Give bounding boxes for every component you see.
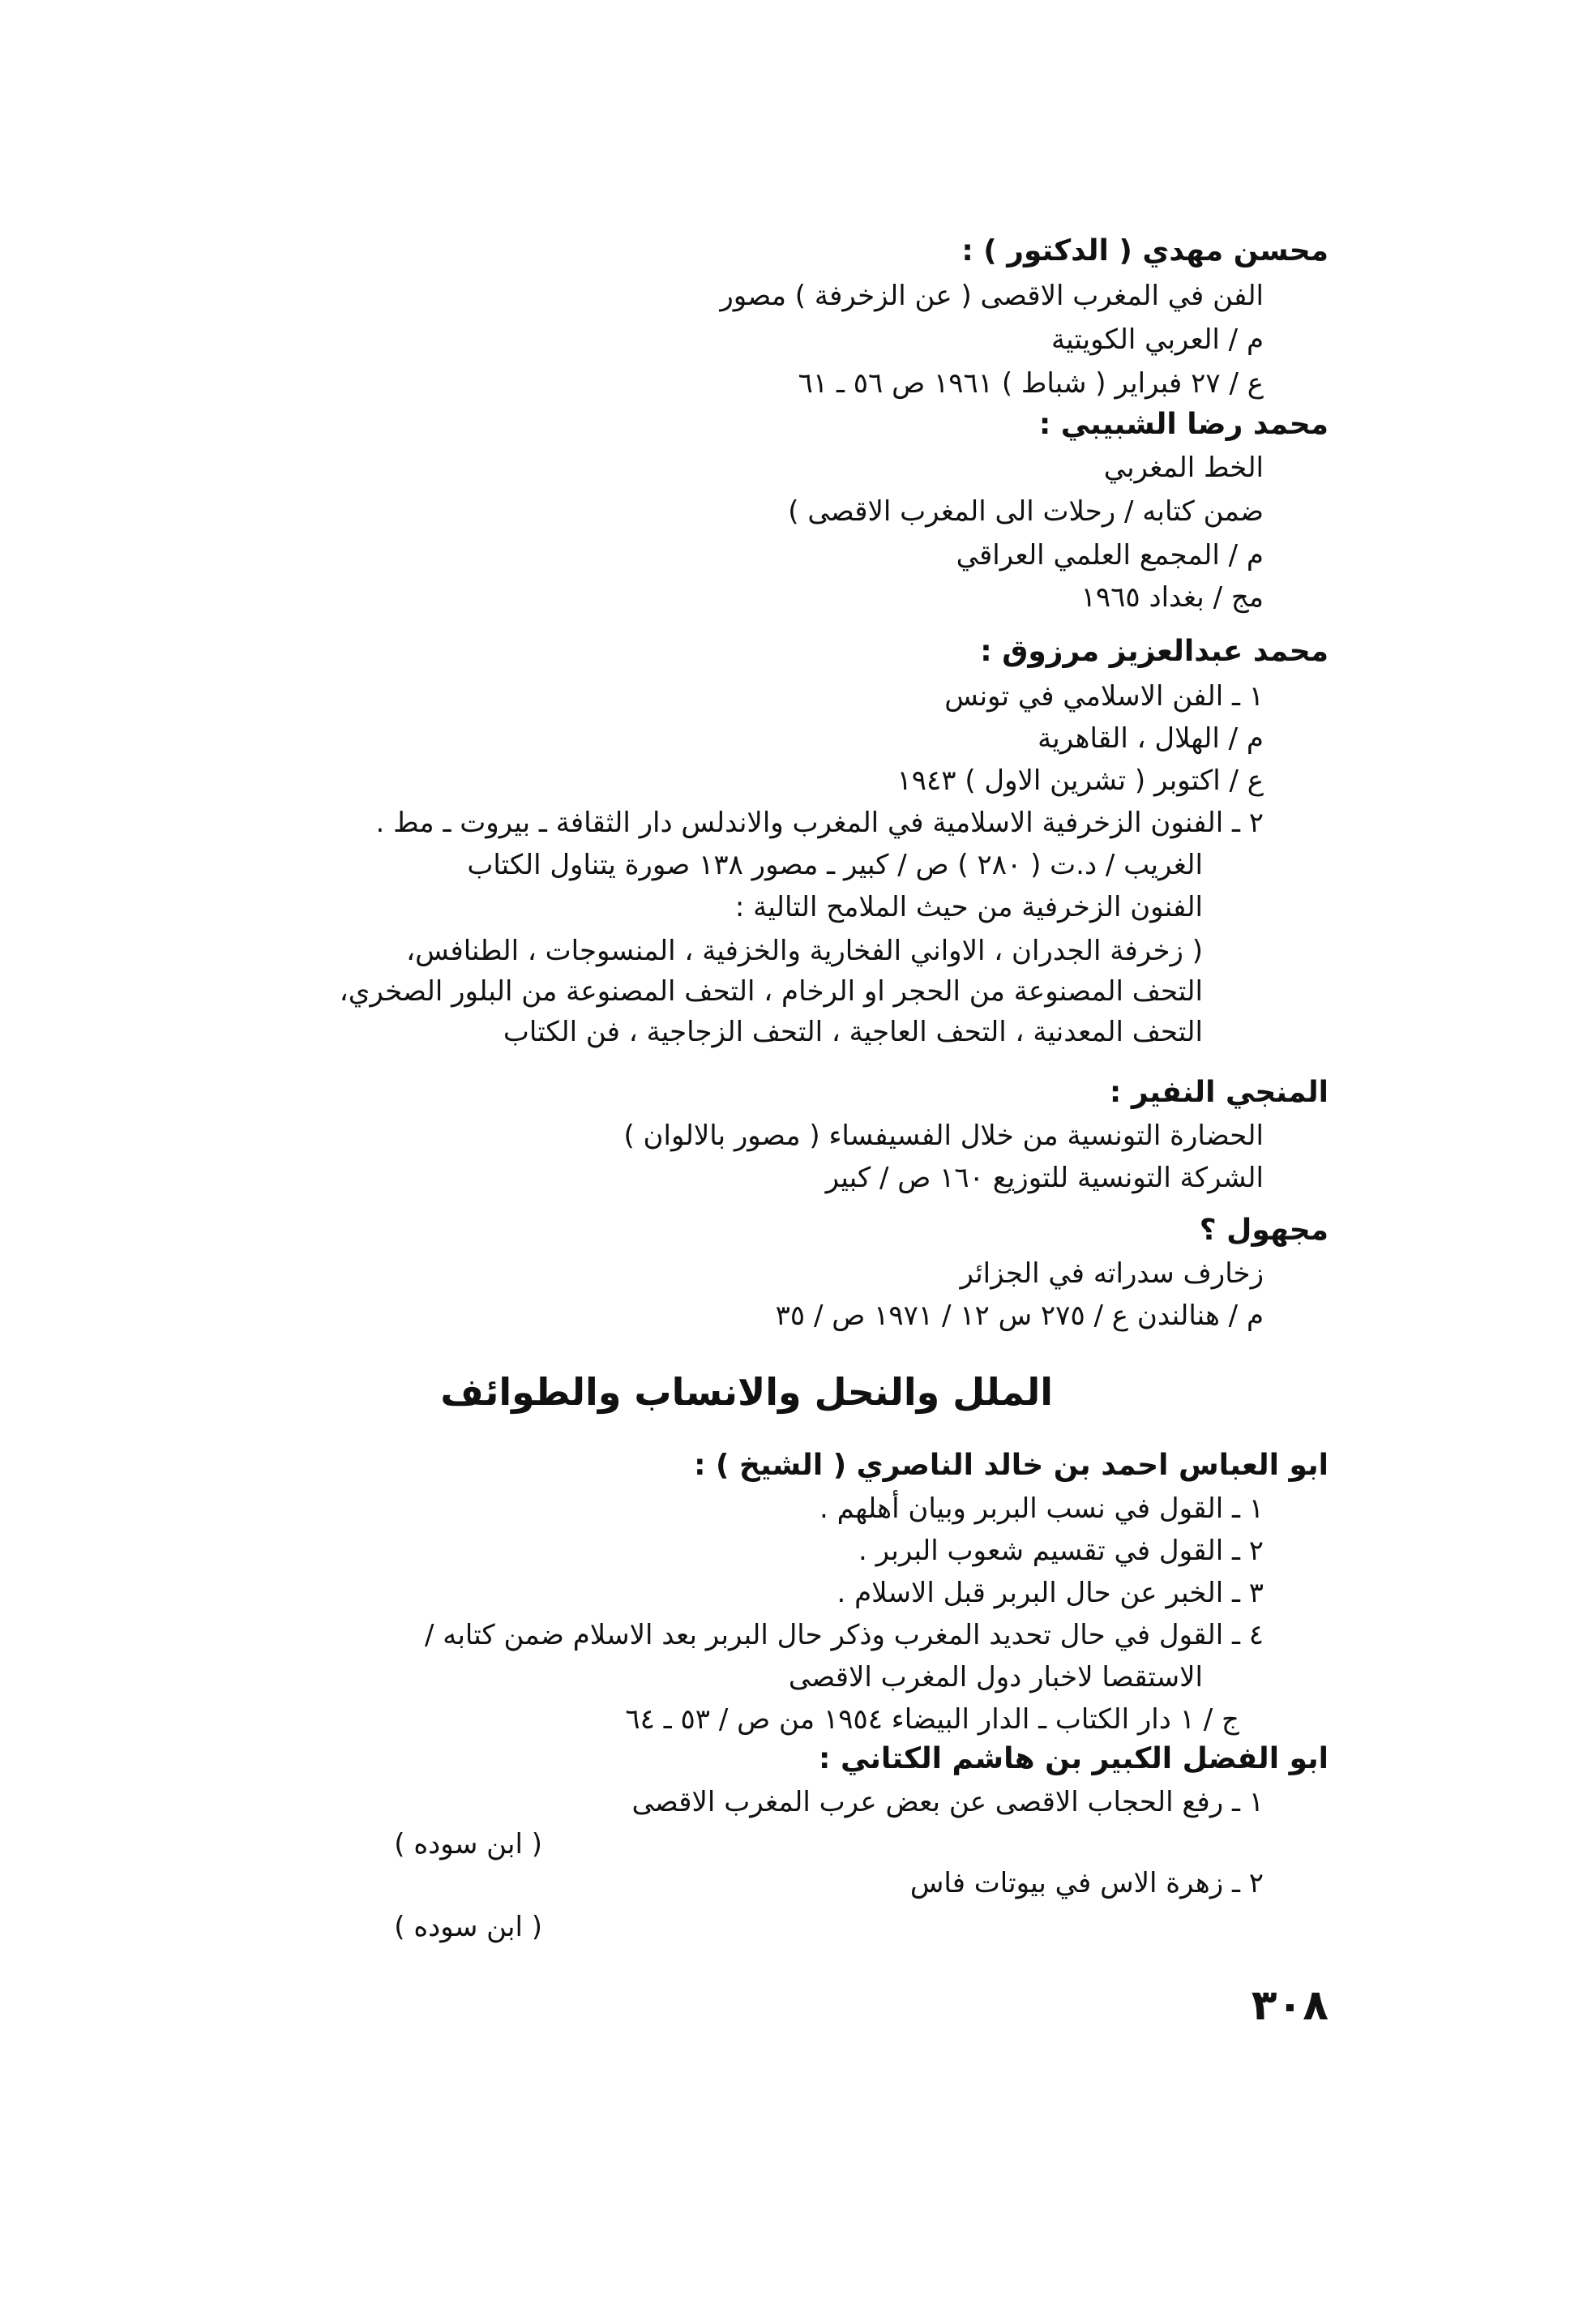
entry-line: الحضارة التونسية من خلال الفسيفساء ( مصور بالالوان ) (623, 1120, 1264, 1152)
entry-line: الخط المغربي (1103, 452, 1264, 484)
entry-line: مج / بغداد ١٩٦٥ (1080, 581, 1264, 614)
entry-line: الاستقصا لاخبار دول المغرب الاقصى (788, 1661, 1203, 1694)
entry-line: ( زخرفة الجدران ، الاواني الفخارية والخزفية ، المنسوجات ، الطنافس، (406, 935, 1203, 967)
entry-line: ١ ـ رفع الحجاب الاقصى عن بعض عرب المغرب الاقصى (631, 1786, 1264, 1818)
entry-reference: ( ابن سوده ) (394, 1828, 542, 1861)
entry-line: م / العربي الكويتية (1050, 323, 1264, 356)
entry-line: الفن في المغرب الاقصى ( عن الزخرفة ) مصور (720, 280, 1264, 312)
entry-author: محمد رضا الشبيبي : (1038, 408, 1329, 441)
entry-author: ابو العباس احمد بن خالد الناصري ( الشيخ ) : (694, 1449, 1329, 1482)
entry-reference: ( ابن سوده ) (394, 1911, 542, 1943)
section-title: الملل والنحل والانساب والطوائف (440, 1370, 1053, 1414)
entry-line: م / المجمع العلمي العراقي (956, 539, 1264, 572)
entry-line: ع / ٢٧ فبراير ( شباط ) ١٩٦١ ص ٥٦ ـ ٦١ (798, 367, 1264, 400)
entry-line: ج / ١ دار الكتاب ـ الدار البيضاء ١٩٥٤ من ص / ٥٣ ـ ٦٤ (625, 1703, 1239, 1736)
entry-author: مجهول ؟ (1199, 1214, 1329, 1247)
entry-line: ٢ ـ زهرة الاس في بيوتات فاس (909, 1867, 1264, 1899)
page-number: ٣٠٨ (1251, 1981, 1329, 2030)
entry-line: ٢ ـ الفنون الزخرفية الاسلامية في المغرب والاندلس دار الثقافة ـ بيروت ـ مط . (375, 807, 1264, 839)
entry-line: م / الهلال ، القاهرية (1038, 722, 1264, 755)
entry-line: ضمن كتابه / رحلات الى المغرب الاقصى ) (788, 495, 1264, 528)
entry-line: ٤ ـ القول في حال تحديد المغرب وذكر حال البربر بعد الاسلام ضمن كتابه / (424, 1619, 1264, 1651)
entry-author: محسن مهدي ( الدكتور ) : (961, 234, 1329, 268)
entry-line: ٣ ـ الخبر عن حال البربر قبل الاسلام . (837, 1577, 1264, 1609)
entry-line: زخارف سدراته في الجزائر (960, 1257, 1264, 1290)
entry-line: ١ ـ القول في نسب البربر وبيان أهلهم . (819, 1492, 1264, 1525)
entry-line: التحف المصنوعة من الحجر او الرخام ، التحف المصنوعة من البلور الصخري، (339, 975, 1203, 1008)
entry-author: ابو الفضل الكبير بن هاشم الكتاني : (819, 1742, 1329, 1775)
entry-line: الفنون الزخرفية من حيث الملامح التالية : (734, 891, 1203, 923)
entry-line: الشركة التونسية للتوزيع ١٦٠ ص / كبير (825, 1162, 1264, 1194)
entry-line: التحف المعدنية ، التحف العاجية ، التحف الزجاجية ، فن الكتاب (503, 1016, 1203, 1048)
entry-line: الغريب / د.ت ( ٢٨٠ ) ص / كبير ـ مصور ١٣٨ صورة يتناول الكتاب (467, 849, 1203, 881)
entry-line: م / هنالندن ع / ٢٧٥ س ١٢ / ١٩٧١ ص / ٣٥ (775, 1300, 1264, 1332)
entry-author: المنجي النفير : (1109, 1076, 1329, 1109)
entry-line: ١ ـ الفن الاسلامي في تونس (944, 680, 1264, 713)
entry-author: محمد عبدالعزيز مرزوق : (980, 635, 1329, 668)
entry-line: ع / اكتوبر ( تشرين الاول ) ١٩٤٣ (896, 764, 1264, 797)
entry-line: ٢ ـ القول في تقسيم شعوب البربر . (858, 1535, 1264, 1567)
